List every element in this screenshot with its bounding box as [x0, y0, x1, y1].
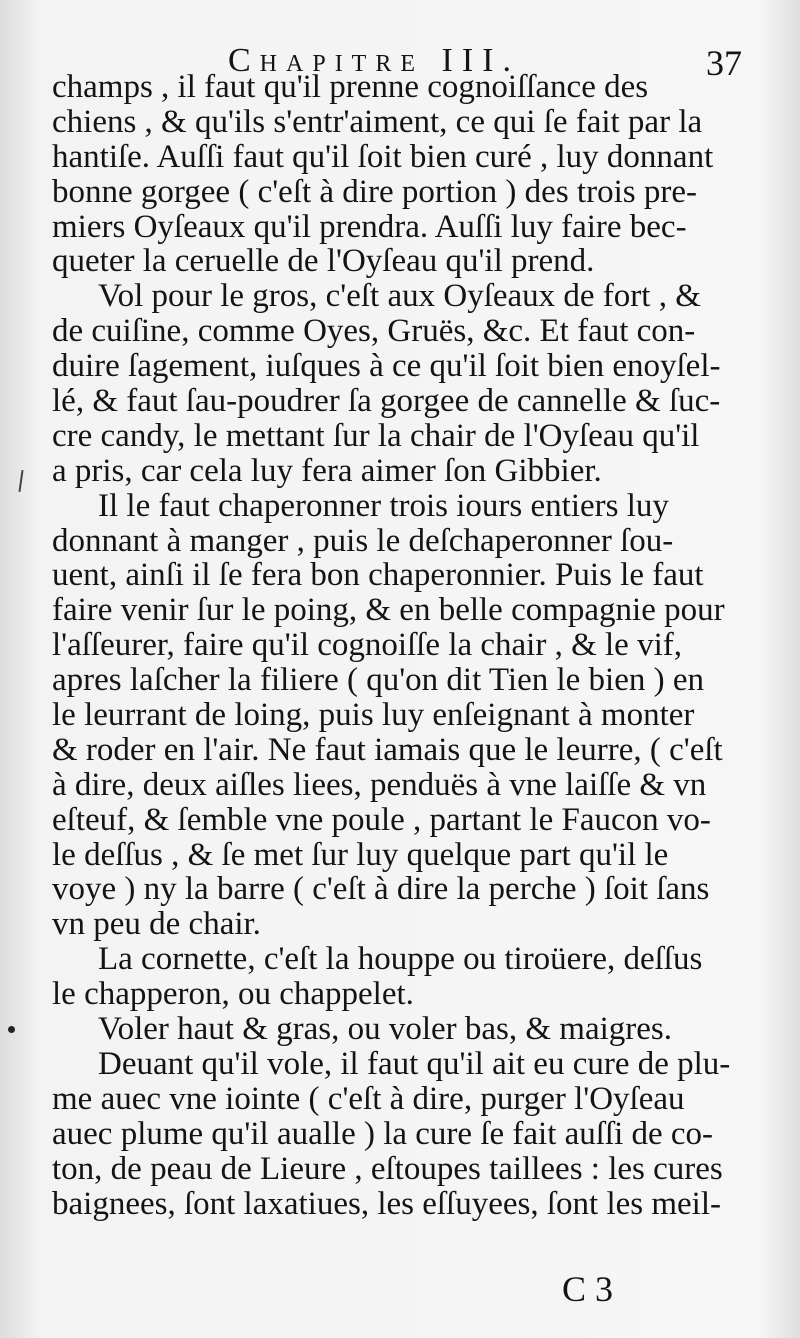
text-line: apres laſcher la filiere ( qu'on dit Tien le bien ) en: [52, 662, 704, 699]
text-line: hantiſe. Auſſi faut qu'il ſoit bien curé , luy donnant: [52, 138, 714, 175]
text-line: auec plume qu'il aualle ) la cure ſe fait auſſi de co-: [52, 1115, 714, 1152]
text-line: Deuant qu'il vole, il faut qu'il ait eu cure de plu-: [98, 1045, 731, 1082]
text-line: l'aſſeurer, faire qu'il cognoiſſe la chair , & le vif,: [52, 627, 682, 664]
text-line: champs , il faut qu'il prenne cognoiſſance des: [52, 69, 649, 105]
text-line: lé, & faut ſau-poudrer ſa gorgee de cannelle & ſuc-: [52, 383, 721, 420]
margin-dot: [8, 1026, 15, 1033]
text-line: à dire, deux aiſles liees, penduës à vne laiſſe & vn: [52, 766, 707, 803]
text-line: de cuiſine, comme Oyes, Gruës, &c. Et faut con-: [52, 313, 696, 350]
text-line: a pris, car cela luy fera aimer ſon Gibbier.: [52, 452, 602, 489]
text-line: & roder en l'air. Ne faut iamais que le leurre, ( c'eſt: [52, 731, 723, 768]
text-line: Vol pour le gros, c'eſt aux Oyſeaux de fort , &: [98, 278, 701, 315]
text-line: bonne gorgee ( c'eſt à dire portion ) des trois pre-: [52, 173, 697, 210]
text-line: Il le faut chaperonner trois iours entiers luy: [98, 487, 669, 524]
text-line: voye ) ny la barre ( c'eſt à dire la perche ) ſoit ſans: [52, 871, 710, 908]
text-line: eſteuf, & ſemble vne poule , partant le Faucon vo-: [52, 801, 711, 838]
text-line: le deſſus , & ſe met ſur luy quelque part qu'il le: [52, 836, 669, 873]
text-line: faire venir ſur le poing, & en belle compagnie pour: [52, 592, 725, 629]
text-line: La cornette, c'eſt la houppe ou tiroüere, deſſus: [98, 941, 703, 978]
text-line: ton, de peau de Lieure , eſtoupes taillees : les cures: [52, 1150, 723, 1187]
text-line: Voler haut & gras, ou voler bas, & maigres.: [98, 1011, 673, 1048]
text-line: baignees, ſont laxatiues, les eſſuyees, ſont les meil-: [52, 1185, 721, 1222]
text-line: me auec vne iointe ( c'eſt à dire, purger l'Oyſeau: [52, 1080, 685, 1117]
text-line: uent, ainſi il ſe fera bon chaperonnier. Puis le faut: [52, 557, 704, 594]
signature-mark: C 3: [562, 1269, 614, 1309]
text-line: vn peu de chair.: [52, 906, 261, 943]
text-line: le chapperon, ou chappelet.: [52, 976, 414, 1013]
text-line: chiens , & qu'ils s'entr'aiment, ce qui ſe fait par la: [52, 103, 703, 140]
running-head: Chapitre III.: [228, 42, 520, 79]
text-line: duire ſagement, iuſques à ce qu'il ſoit bien enoyſel-: [52, 348, 721, 385]
text-line: cre candy, le mettant ſur la chair de l'Oyſeau qu'il: [52, 417, 700, 454]
margin-mark: [18, 470, 23, 492]
text-line: miers Oyſeaux qu'il prendra. Auſſi luy faire bec-: [52, 208, 687, 245]
text-line: le leurrant de loing, puis luy enſeignant à monter: [52, 697, 695, 734]
page-number: 37: [706, 43, 742, 83]
body-text: [52, 70, 742, 1221]
text-line: queter la ceruelle de l'Oyſeau qu'il prend.: [52, 243, 595, 280]
text-line: donnant à manger , puis le deſchaperonner ſou-: [52, 522, 674, 559]
